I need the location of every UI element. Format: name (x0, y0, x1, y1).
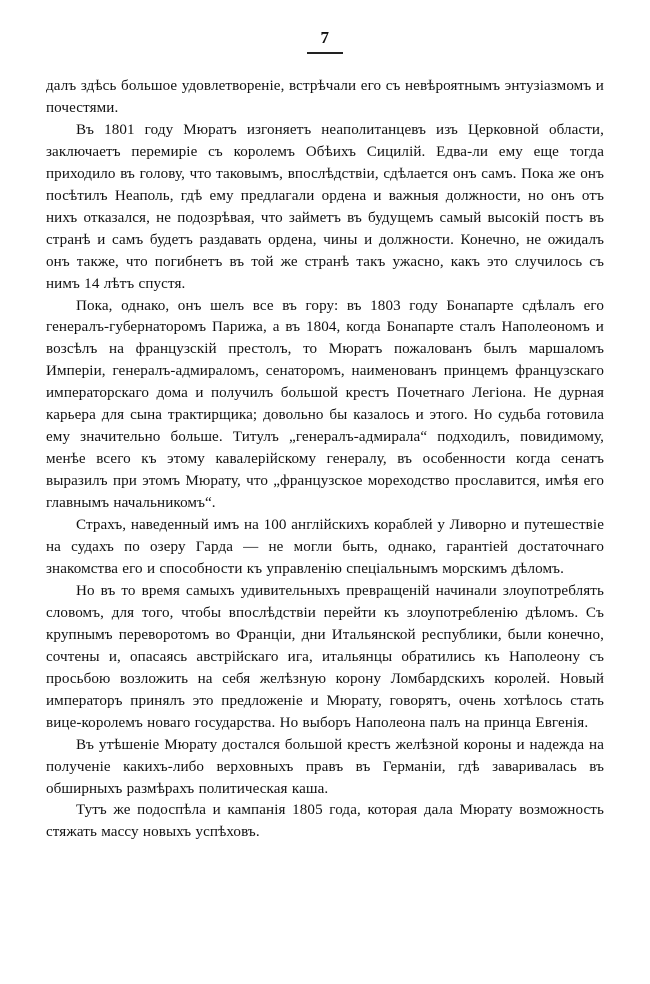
paragraph-3: Пока, однако, онъ шелъ все въ гору: въ 1803 году Бонапарте сдѣлалъ его генералъ-губернаторомъ Парижа, а въ 1804, когда Бонапарте сталъ Наполеономъ и возсѣлъ на французскій престолъ, то Мюратъ пожалованъ былъ маршаломъ Имперіи, генералъ-адмираломъ, сенаторомъ, наименованъ принцемъ французскаго императорскаго дома и получилъ большой крестъ Почетнаго Легіона. Не дурная карьера для сына трактирщика; довольно бы казалось и этого. Но судьба готовила ему значительно больше. Титулъ „генералъ-адмирала“ подходилъ, повидимому, менѣе всего къ этому кавалерійскому генералу, въ особенности когда сенатъ выразилъ при этомъ Мюрату, что „французское мореходство прославится, имѣя его главнымъ начальникомъ“. (46, 297, 604, 512)
paragraph-1: далъ здѣсь большое удовлетвореніе, встрѣчали его съ невѣроятнымъ энтузіазмомъ и почестями. (46, 78, 604, 116)
page-number: 7 (320, 28, 330, 47)
paragraph-6: Въ утѣшеніе Мюрату достался большой крестъ желѣзной короны и надежда на полученіе какихъ-либо верховныхъ правъ въ Германіи, гдѣ заваривалась въ обширныхъ размѣрахъ политическая каша. (46, 736, 604, 797)
paragraph-5: Но въ то время самыхъ удивительныхъ превращеній начинали злоупотреблять словомъ, для того, чтобы впослѣдствіи перейти къ злоупотребленію дѣломъ. Съ крупнымъ переворотомъ во Франціи, дни Итальянской республики, были конечно, сочтены и, опасаясь австрійскаго ига, итальянцы обратились къ Наполеону съ просьбою возложить на себя желѣзную корону Ломбардскихъ королей. Новый императоръ принялъ это предложеніе и Мюрату, говорятъ, очень хотѣлось стать вице-королемъ новаго государства. Но выборъ Наполеона палъ на принца Евгенія. (46, 582, 604, 731)
header-rule (307, 52, 343, 54)
paragraph-7: Тутъ же подоспѣла и кампанія 1805 года, которая дала Мюрату возможность стяжать массу новыхъ успѣховъ. (46, 802, 604, 841)
body-text (46, 76, 604, 844)
paragraph-2: Въ 1801 году Мюратъ изгоняетъ неаполитанцевъ изъ Церковной области, заключаетъ перемиріе съ королемъ Обѣихъ Сицилій. Едва-ли ему еще тогда приходило въ голову, что таковымъ, впослѣдствіи, сдѣлается онъ самъ. Пока же онъ посѣтилъ Неаполь, гдѣ ему предлагали ордена и важныя должности, но онъ отъ нихъ отказался, не подозрѣвая, что займетъ въ будущемъ самый высокій постъ въ странѣ и самъ будетъ раздавать ордена, чины и должности. Конечно, не ожидалъ онъ также, что погибнетъ въ той же странѣ такъ ужасно, какъ это случилось съ нимъ 14 лѣтъ спустя. (46, 121, 604, 292)
paragraph-4: Страхъ, наведенный имъ на 100 англійскихъ кораблей у Ливорно и путешествіе на судахъ по озеру Гарда — не могли быть, однако, гарантіей достаточнаго знакомства его и способности къ управленію спеціальнымъ морскимъ дѣломъ. (46, 517, 604, 577)
